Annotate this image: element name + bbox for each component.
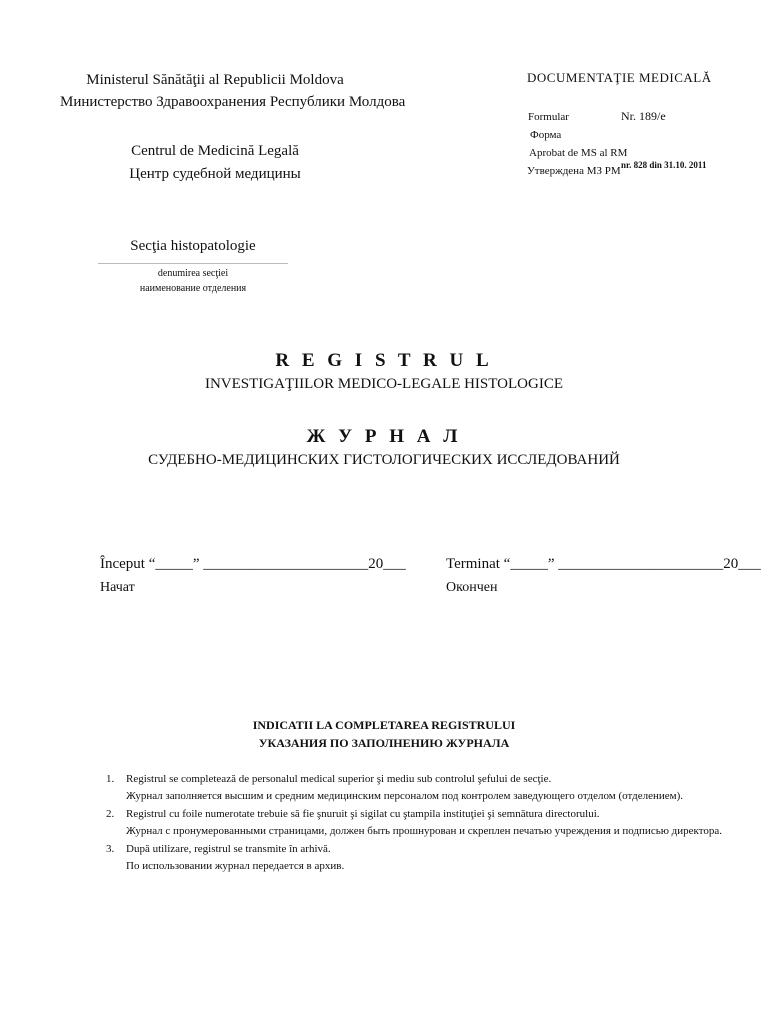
end-date-field: Terminat “_____” ______________________20___: [446, 556, 761, 572]
form-label-ro: Formular: [528, 111, 569, 123]
end-date-ru: Окончен: [446, 580, 498, 595]
center-name-ru: Центр судебной медицины: [129, 166, 301, 182]
title-ru-main: Ж У Р Н А Л: [306, 426, 462, 447]
instruction-ro: Registrul se completează de personalul medical superior şi mediu sub controlul şefului de secţie.: [126, 773, 552, 785]
title-ro-sub: INVESTIGAŢIILOR MEDICO-LEGALE HISTOLOGICE: [204, 376, 563, 392]
instruction-ru: Журнал заполняется высшим и средним медицинским персоналом под контролем заведующего отделом (отделением).: [126, 790, 684, 802]
start-date-ru: Начат: [100, 580, 135, 595]
section-name: Secţia histopatologie: [130, 238, 256, 254]
form-number: Nr. 189/e: [621, 109, 666, 123]
order-number: nr. 828 din 31.10. 2011: [621, 160, 707, 170]
instructions-heading-ru: УКАЗАНИЯ ПО ЗАПОЛНЕНИЮ ЖУРНАЛА: [258, 736, 510, 750]
instruction-number: 1.: [106, 773, 115, 785]
title-ru-sub: СУДЕБНО-МЕДИЦИНСКИХ ГИСТОЛОГИЧЕСКИХ ИССЛЕДОВАНИЙ: [148, 452, 620, 468]
title-ro-main: R E G I S T R U L: [275, 350, 493, 371]
section-caption-ru: наименование отделения: [139, 283, 247, 294]
instruction-ro: După utilizare, registrul se transmite în arhivă.: [126, 843, 331, 855]
instruction-number: 3.: [106, 843, 115, 855]
center-name-ro: Centrul de Medicină Legală: [131, 143, 299, 159]
ministry-name-ru: Министерство Здравоохранения Республики Молдова: [60, 94, 406, 110]
form-label-ru: Форма: [530, 129, 562, 141]
instruction-ro: Registrul cu foile numerotate trebuie să fie şnuruit şi sigilat cu ştampila instituţiei şi semnătura directorului.: [126, 808, 600, 820]
document-type: DOCUMENTAŢIE MEDICALĂ: [527, 70, 712, 85]
instruction-ru: Журнал с пронумерованными страницами, должен быть прошнурован и скреплен печатью учреждения и подписью директора.: [126, 825, 723, 837]
ministry-name-ro: Ministerul Sănătăţii al Republicii Moldova: [86, 72, 344, 88]
approved-ro: Aprobat de MS al RM: [529, 147, 628, 159]
section-underline: [98, 263, 288, 264]
approved-ru: Утверждена МЗ РМ: [527, 165, 621, 177]
section-caption-ro: denumirea secţiei: [157, 268, 229, 279]
instruction-ru: По использовании журнал передается в архив.: [126, 860, 345, 872]
instructions-heading-ro: INDICATII LA COMPLETAREA REGISTRULUI: [252, 718, 516, 732]
start-date-field: Început “_____” ______________________20___: [100, 556, 406, 572]
instruction-number: 2.: [106, 808, 115, 820]
